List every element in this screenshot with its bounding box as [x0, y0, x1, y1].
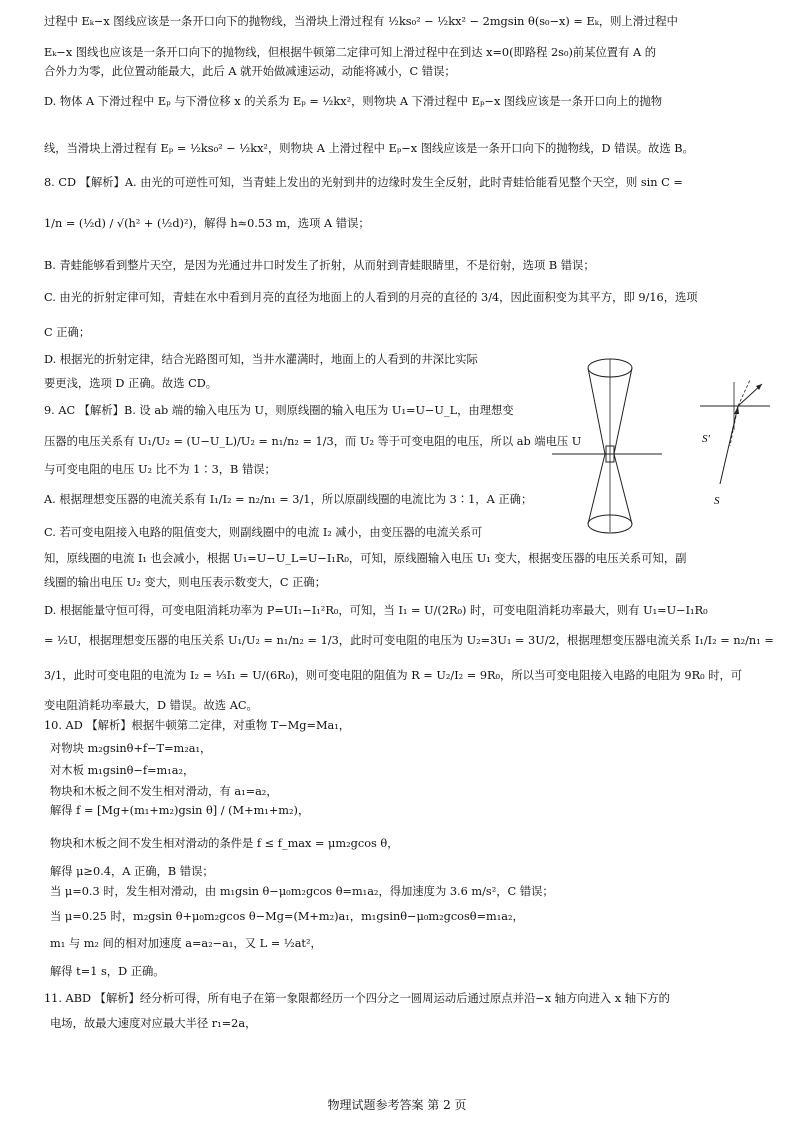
text-line: C. 由光的折射定律可知，青蛙在水中看到月亮的直径为地面上的人看到的月亮的直径的 3/4，因此面积变为其平方，即 9/16，选项 — [44, 291, 698, 304]
text-line: 物块和木板之间不发生相对滑动的条件是 f ≤ f_max = μm₂gcos θ， — [50, 837, 399, 850]
text-line: 对木板 m₁gsinθ−f=m₁a₂， — [50, 764, 195, 777]
page-footer: 物理试题参考答案 第 2 页 — [327, 1098, 467, 1112]
text-line: C. 若可变电阻接入电路的阻值变大，则副线圈中的电流 I₂ 减小，由变压器的电流关系可 — [44, 526, 483, 539]
text-line: 当 μ=0.25 时，m₂gsin θ+μ₀m₂gcos θ−Mg=(M+m₂)a₁，m₁gsinθ−μ₀m₂gcosθ=m₁a₂， — [50, 910, 524, 923]
s-label: S — [714, 495, 720, 507]
text-line: m₁ 与 m₂ 间的相对加速度 a=a₂−a₁，又 L = ½at²， — [50, 937, 322, 950]
text-line: 线，当滑块上滑过程有 Eₚ = ½ks₀² − ½kx²，则物块 A 上滑过程中 Eₚ−x 图线应该是一条开口向下的抛物线，D 错误。故选 B。 — [44, 142, 694, 155]
refraction-ray-figure — [694, 376, 774, 516]
text-line: 8. CD 【解析】A. 由光的可逆性可知，当青蛙上发出的光射到井的边缘时发生全反射，此时青蛙恰能看见整个天空，则 sin C = — [44, 176, 683, 189]
text-line: D. 物体 A 下滑过程中 Eₚ 与下滑位移 x 的关系为 Eₚ = ½kx²，则物块 A 下滑过程中 Eₚ−x 图线应该是一条开口向上的抛物 — [44, 95, 663, 108]
text-line: = ½U，根据理想变压器的电压关系 U₁/U₂ = n₁/n₂ = 1/3，此时可变电阻的电压为 U₂=3U₁ = 3U/2，根据理想变压器电流关系 I₁/I₂ = n₂/n₁ = — [44, 634, 774, 647]
text-line: 要更浅，选项 D 正确。故选 CD。 — [44, 377, 218, 390]
text-line: Eₖ−x 图线也应该是一条开口向下的抛物线，但根据牛顿第二定律可知上滑过程中在到达 x=0(即路程 2s₀)前某位置有 A 的 — [44, 46, 657, 59]
text-line: 解得 f = [Mg+(m₁+m₂)gsin θ] / (M+m₁+m₂)， — [50, 804, 310, 817]
text-line: 与可变电阻的电压 U₂ 比不为 1∶3，B 错误； — [44, 463, 276, 476]
text-line: 线圈的输出电压 U₂ 变大，则电压表示数变大，C 正确； — [44, 576, 326, 589]
text-line: 物块和木板之间不发生相对滑动，有 a₁=a₂， — [50, 785, 278, 798]
text-line: 解得 μ≥0.4，A 正确，B 错误； — [50, 865, 214, 878]
text-line: 压器的电压关系有 U₁/U₂ = (U−U_L)/U₂ = n₁/n₂ = 1/3，而 U₂ 等于可变电阻的电压，所以 ab 端电压 U — [44, 435, 582, 448]
text-line: 知，原线圈的电流 I₁ 也会减小，根据 U₁=U−U_L=U−I₁R₀，可知，原线圈输入电压 U₁ 变大，根据变压器的电压关系可知，副 — [44, 552, 687, 565]
text-line: 10. AD 【解析】根据牛顿第二定律，对重物 T−Mg=Ma₁， — [44, 719, 351, 732]
text-line: 合外力为零，此位置动能最大，此后 A 就开始做减速运动，动能将减小，C 错误； — [44, 65, 456, 78]
text-line: 11. ABD 【解析】经分析可得，所有电子在第一象限都经历一个四分之一圆周运动后通过原点并沿−x 轴方向进入 x 轴下方的 — [44, 992, 670, 1005]
well-light-path-figure — [548, 354, 668, 544]
text-line: 变电阻消耗功率最大，D 错误。故选 AC。 — [44, 699, 258, 712]
text-line: D. 根据光的折射定律，结合光路图可知，当井水灌满时，地面上的人看到的井深比实际 — [44, 353, 478, 366]
text-line: 电场，故最大速度对应最大半径 r₁=2a， — [50, 1017, 257, 1030]
text-line: 9. AC 【解析】B. 设 ab 端的输入电压为 U，则原线圈的输入电压为 U₁=U−U_L，由理想变 — [44, 404, 514, 417]
text-line: C 正确； — [44, 326, 91, 339]
text-line: 1/n = (½d) / √(h² + (½d)²)，解得 h≈0.53 m，选项 A 错误； — [44, 217, 370, 230]
text-line: 解得 t=1 s，D 正确。 — [50, 965, 165, 978]
text-line: 对物块 m₂gsinθ+f−T=m₂a₁， — [50, 742, 212, 755]
text-line: 3/1，此时可变电阻的电流为 I₂ = ⅓I₁ = U/(6R₀)，则可变电阻的阻值为 R = U₂/I₂ = 9R₀，所以当可变电阻接入电路的电阻为 9R₀ 时，可 — [44, 669, 743, 682]
text-line: A. 根据理想变压器的电流关系有 I₁/I₂ = n₂/n₁ = 3/1，所以原副线圈的电流比为 3∶1，A 正确； — [44, 493, 533, 506]
text-line: 过程中 Eₖ−x 图线应该是一条开口向下的抛物线，当滑块上滑过程有 ½ks₀² − ½kx² − 2mgsin θ(s₀−x) = Eₖ，则上滑过程中 — [44, 15, 678, 28]
text-line: D. 根据能量守恒可得，可变电阻消耗功率为 P=UI₁−I₁²R₀，可知，当 I₁ = U/(2R₀) 时，可变电阻消耗功率最大，则有 U₁=U−I₁R₀ — [44, 604, 708, 617]
text-line: 当 μ=0.3 时，发生相对滑动，由 m₁gsin θ−μ₀m₂gcos θ=m₁a₂，得加速度为 3.6 m/s²，C 错误； — [50, 885, 554, 898]
s-prime-label: S′ — [702, 433, 710, 445]
text-line: B. 青蛙能够看到整片天空，是因为光通过井口时发生了折射，从而射到青蛙眼睛里，不是衍射，选项 B 错误； — [44, 259, 595, 272]
